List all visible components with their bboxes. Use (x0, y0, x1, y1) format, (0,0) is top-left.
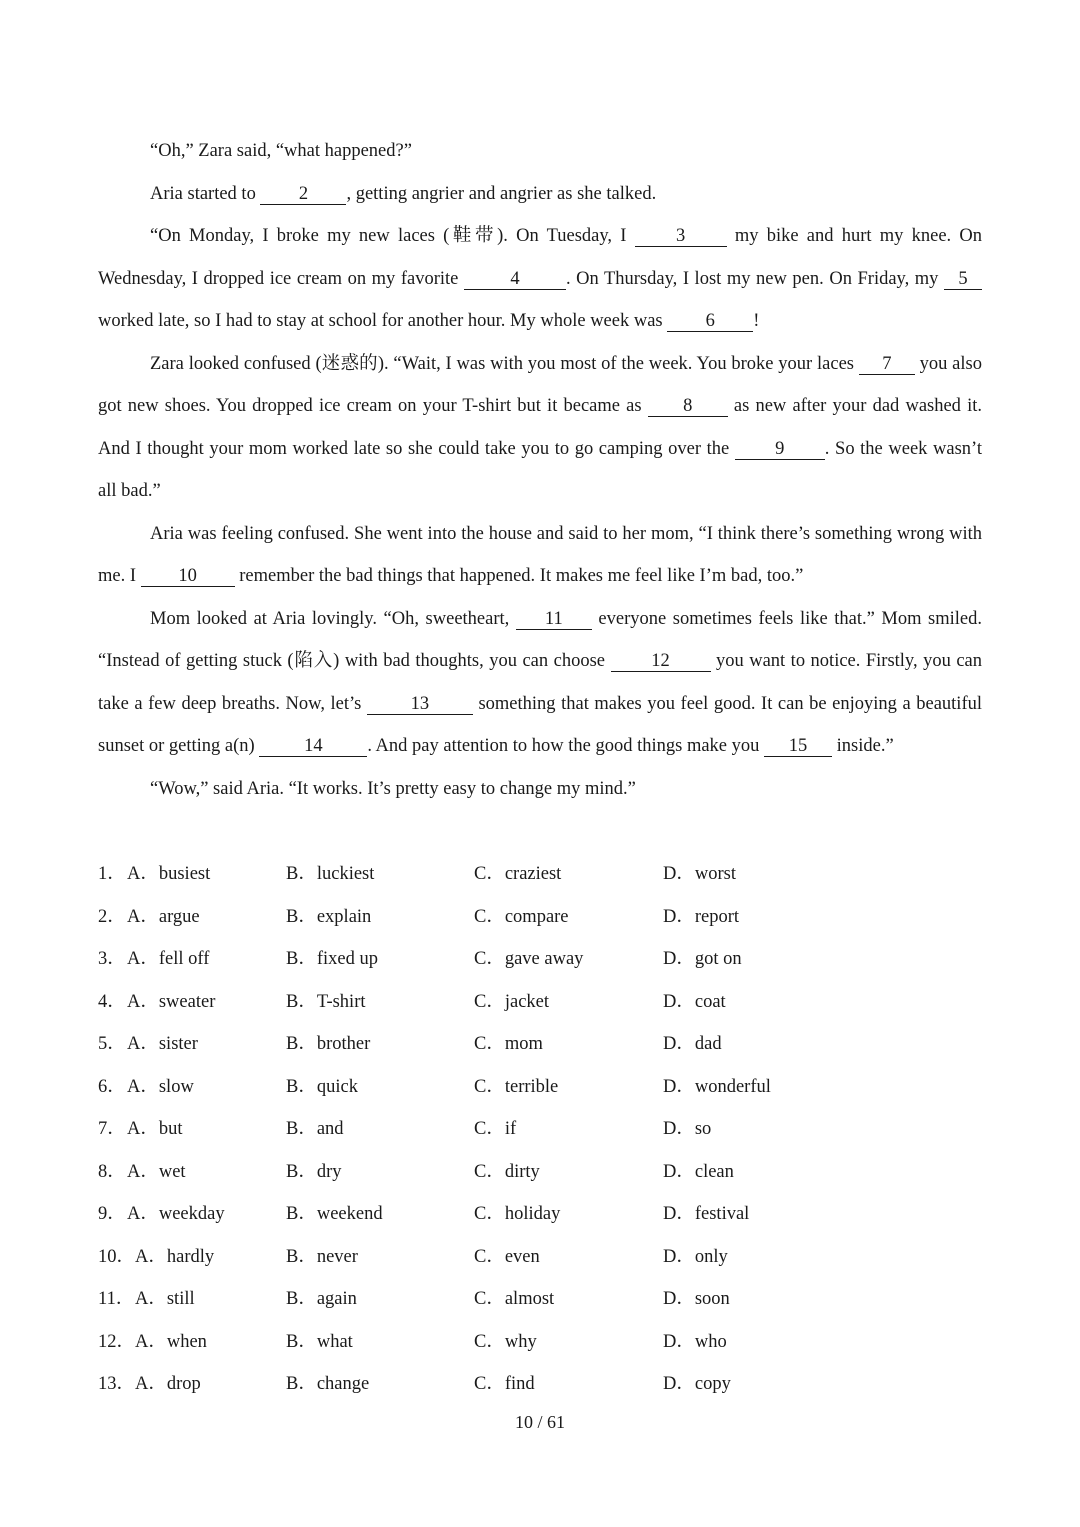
option-d: D．dad (663, 1034, 722, 1054)
question-number: 11． (98, 1289, 135, 1309)
option-b: B．explain (286, 906, 372, 927)
reading-passage (98, 130, 982, 810)
option-c: C．if (474, 1119, 517, 1139)
answer-options (98, 853, 982, 1406)
option-a: A．argue (127, 906, 200, 927)
option-d: D．who (663, 1331, 727, 1352)
option-b: B．T-shirt (286, 991, 366, 1012)
option-b: B．never (286, 1246, 358, 1267)
option-b: B．what (286, 1331, 353, 1352)
option-a: A．slow (127, 1076, 194, 1097)
option-a: A．wet (127, 1161, 186, 1182)
blank-6: 6 (667, 311, 753, 332)
option-d: D．so (663, 1119, 712, 1139)
paragraph-6: Mom looked at Aria lovingly. “Oh, sweetheart, 11 everyone sometimes feels like that.” Mom smiled. “Instead of getting stuck (陷入) with bad thoughts, you can choose 12 you want to notice. Firstly, you can take a few deep breaths. Now, let’s 13 something that makes you feel good. It can be enjoying a beautiful sunset or getting a(n) 14 . And pay attention to how the good things make you 15 inside.” (98, 608, 983, 756)
blank-3: 3 (635, 226, 727, 247)
option-c: C．jacket (474, 991, 550, 1012)
option-d: D．got on (663, 949, 742, 969)
question-number: 1． (98, 864, 126, 884)
question-row (98, 896, 982, 939)
question-row (98, 1066, 982, 1109)
paragraph-4: Zara looked confused (迷惑的). “Wait, I was with you most of the week. You broke your laces 7 you also got new shoes. You dropped ice cream on your T-shirt but it became as 8 as new after your dad washed it. And I thought your mom worked late so she could take you to go camping over the 9 . So the week wasn’t all bad.” (98, 353, 983, 501)
option-c: C．craziest (474, 864, 562, 884)
option-b: B．brother (286, 1034, 371, 1054)
blank-15: 15 (764, 736, 832, 757)
option-a: A．fell off (127, 949, 210, 969)
option-a: A．weekday (127, 1204, 225, 1224)
option-b: B．and (286, 1119, 344, 1139)
page-number: 10 / 61 (514, 1412, 565, 1432)
question-row (98, 853, 982, 896)
option-c: C．gave away (474, 949, 584, 969)
option-a: A．sweater (127, 991, 216, 1012)
option-c: C．terrible (474, 1076, 559, 1097)
blank-8: 8 (648, 396, 728, 417)
question-number: 13． (98, 1374, 136, 1394)
option-c: C．dirty (474, 1161, 540, 1182)
question-number: 8． (98, 1161, 126, 1182)
question-row (98, 1193, 982, 1236)
question-row (98, 1108, 982, 1151)
question-row (98, 981, 982, 1024)
blank-7: 7 (859, 354, 915, 375)
option-a: A．when (135, 1331, 207, 1352)
option-c: C．holiday (474, 1204, 561, 1224)
option-d: D．clean (663, 1161, 734, 1182)
question-number: 6． (98, 1076, 126, 1097)
question-row (98, 1321, 982, 1364)
option-d: D．coat (663, 991, 726, 1012)
question-number: 3． (98, 949, 126, 969)
question-number: 9． (98, 1204, 126, 1224)
paragraph-3: “On Monday, I broke my new laces (鞋带). On Tuesday, I 3 my bike and hurt my knee. On Wednesday, I dropped ice cream on my favorite 4 . On Thursday, I lost my new pen. On Friday, my 5 worked late, so I had to stay at school for another hour. My whole week was 6 ! (98, 226, 982, 331)
blank-9: 9 (735, 439, 825, 460)
option-c: C．almost (474, 1289, 555, 1309)
paragraph-5: Aria was feeling confused. She went into the house and said to her mom, “I think there’s something wrong with me. I 10 remember the bad things that happened. It makes me feel like I’m bad, too.” (98, 523, 982, 586)
option-d: D．report (663, 906, 740, 927)
option-b: B．dry (286, 1161, 342, 1182)
blank-12: 12 (611, 651, 711, 672)
question-row (98, 1023, 982, 1066)
option-a: A．still (135, 1289, 195, 1309)
option-c: C．mom (474, 1034, 543, 1054)
question-number: 2． (98, 906, 126, 927)
option-d: D．wonderful (663, 1076, 771, 1097)
question-row (98, 1363, 982, 1406)
paragraph-2: Aria started to 2 , getting angrier and angrier as she talked. (150, 183, 657, 204)
option-a: A．sister (127, 1034, 198, 1054)
option-c: C．why (474, 1331, 537, 1352)
option-d: D．copy (663, 1374, 731, 1394)
option-a: A．hardly (135, 1246, 215, 1267)
question-number: 12． (98, 1331, 136, 1352)
option-b: B．again (286, 1289, 357, 1309)
blank-13: 13 (367, 694, 473, 715)
question-row (98, 1151, 982, 1194)
option-d: D．festival (663, 1204, 750, 1224)
blank-2: 2 (260, 184, 346, 205)
option-a: A．but (127, 1119, 183, 1139)
paragraph-1: “Oh,” Zara said, “what happened?” (150, 141, 412, 161)
option-d: D．soon (663, 1289, 730, 1309)
option-b: B．luckiest (286, 864, 375, 884)
question-row (98, 1278, 982, 1321)
blank-14: 14 (259, 736, 367, 757)
question-row (98, 1236, 982, 1279)
option-c: C．compare (474, 906, 569, 927)
option-a: A．busiest (127, 864, 211, 884)
blank-4: 4 (464, 269, 566, 290)
option-d: D．worst (663, 864, 736, 884)
option-a: A．drop (135, 1374, 201, 1394)
option-b: B．quick (286, 1076, 358, 1097)
question-number: 4． (98, 991, 126, 1012)
question-row (98, 938, 982, 981)
question-number: 5． (98, 1034, 126, 1054)
option-d: D．only (663, 1246, 728, 1267)
option-b: B．change (286, 1374, 370, 1394)
question-number: 10． (98, 1246, 136, 1267)
blank-11: 11 (516, 609, 592, 630)
blank-10: 10 (141, 566, 235, 587)
option-c: C．even (474, 1246, 540, 1267)
option-c: C．find (474, 1374, 535, 1394)
option-b: B．fixed up (286, 949, 378, 969)
paragraph-7: “Wow,” said Aria. “It works. It’s pretty easy to change my mind.” (150, 778, 636, 799)
question-number: 7． (98, 1119, 126, 1139)
option-b: B．weekend (286, 1204, 383, 1224)
blank-5: 5 (944, 269, 982, 290)
